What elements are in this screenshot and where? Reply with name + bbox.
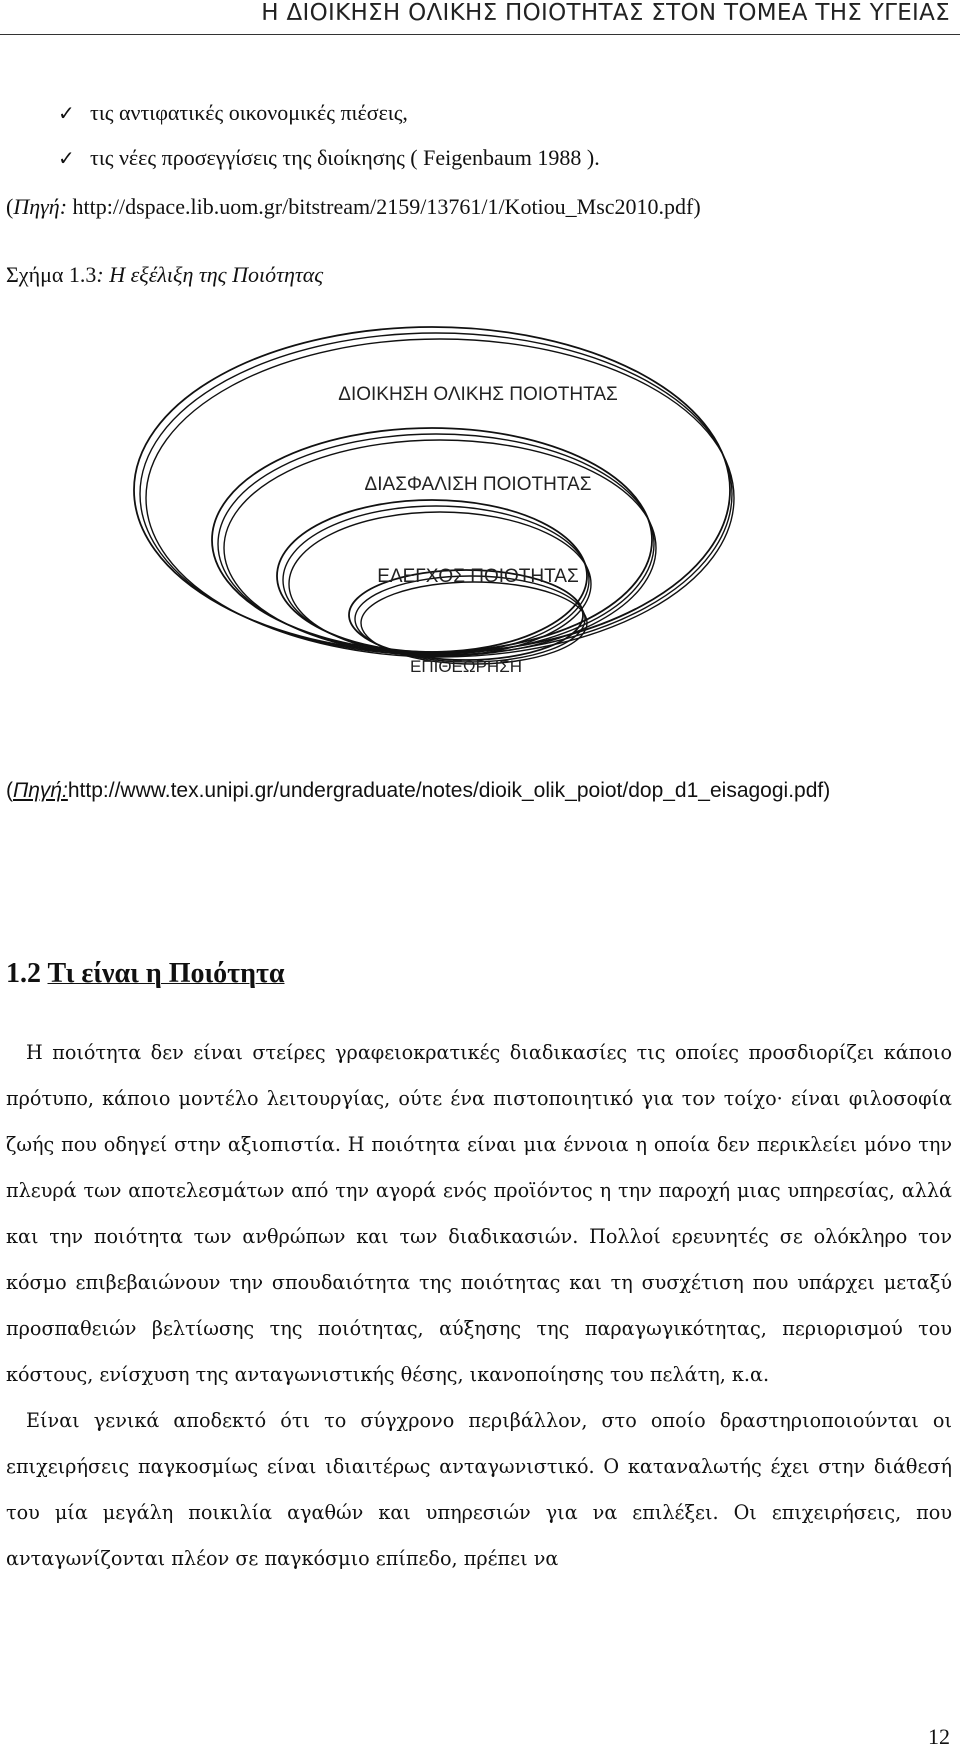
running-header: Η ΔΙΟΙΚΗΣΗ ΟΛΙΚΗΣ ΠΟΙΟΤΗΤΑΣ ΣΤΟΝ ΤΟΜΕΑ ΤΗΣ ΥΓΕΙΑΣ bbox=[261, 0, 950, 26]
source-citation: (Πηγή:http://www.tex.unipi.gr/undergraduate/notes/dioik_olik_poiot/dop_d1_eisagogi.pdf) bbox=[6, 779, 831, 802]
figure-caption bbox=[6, 262, 323, 288]
source-label: Πηγή: bbox=[13, 194, 68, 219]
source-url[interactable]: http://www.tex.unipi.gr/undergraduate/notes/dioik_olik_poiot/dop_d1_eisagogi.pdf) bbox=[67, 779, 831, 802]
ellipse-quality-assurance bbox=[212, 428, 656, 656]
level-label: ΕΛΕΓΧΟΣ ΠΟΙΟΤΗΤΑΣ bbox=[377, 566, 579, 587]
figure-title: : Η εξέλιξη της Ποιότητας bbox=[96, 262, 324, 287]
level-label: ΔΙΑΣΦΑΛΙΣΗ ΠΟΙΟΤΗΤΑΣ bbox=[364, 474, 592, 495]
level-label: ΔΙΟΙΚΗΣΗ ΟΛΙΚΗΣ ΠΟΙΟΤΗΤΑΣ bbox=[338, 384, 618, 405]
bullet-item bbox=[58, 145, 600, 171]
page-number: 12 bbox=[928, 1724, 950, 1749]
section-title: Τι είναι η Ποιότητα bbox=[47, 958, 285, 989]
section-heading bbox=[6, 958, 285, 990]
checkmark-icon: ✓ bbox=[58, 146, 75, 170]
source-label: Πηγή: bbox=[13, 779, 68, 802]
quality-evolution-diagram bbox=[0, 320, 960, 740]
paragraph: Είναι γενικά αποδεκτό ότι το σύγχρονο περιβάλλον, στο οποίο δραστηριοποιούνται οι επιχειρήσεις παγκοσμίως είναι ιδιαιτέρως ανταγωνιστικό. Ο καταναλωτής έχει στην διάθεσή του μία μεγάλη ποικιλία αγαθών και υπηρεσιών για να επιλέξει. Οι επιχειρήσεις, που ανταγωνίζονται πλέον σε παγκόσμιο επίπεδο, πρέπει να bbox=[6, 1409, 952, 1570]
section-number: 1.2 bbox=[6, 958, 48, 989]
header-divider bbox=[0, 34, 960, 35]
level-label: ΕΠΙΘΕΩΡΗΣΗ bbox=[409, 657, 523, 676]
bullet-text: τις αντιφατικές οικονομικές πιέσεις, bbox=[90, 100, 408, 125]
paragraph: Η ποιότητα δεν είναι στείρες γραφειοκρατικές διαδικασίες τις οποίες προσδιορίζει κάποιο πρότυπο, κάποιο μοντέλο λειτουργίας, ούτε ένα πιστοποιητικό για τον τοίχο· είναι φιλοσοφία ζωής που οδηγεί στην αξιοπιστία. Η ποιότητα είναι μια έννοια η οποία δεν περικλείει μόνο την πλευρά των αποτελεσμάτων από την αγορά ενός προϊόντος η την παροχή μιας υπηρεσίας, αλλά και την ποιότητα των ανθρώπων και των διαδικασιών. Πολλοί ερευνητές σε ολόκληρο τον κόσμο επιβεβαιώνουν την σπουδαιότητα της ποιότητας και τη συσχέτιση που υπάρχει μεταξύ προσπαθειών βελτίωσης της ποιότητας, αύξησης της παραγωγικότητας, περιορισμού του κόστους, ενίσχυση της ανταγωνιστικής θέσης, ικανοποίησης του πελάτη, κ.α. bbox=[6, 1041, 952, 1386]
bullet-text: τις νέες προσεγγίσεις της διοίκησης ( Feigenbaum 1988 ). bbox=[90, 145, 600, 170]
source-citation: (Πηγή: http://dspace.lib.uom.gr/bitstream/2159/13761/1/Kotiou_Msc2010.pdf) bbox=[6, 194, 701, 219]
checkmark-icon: ✓ bbox=[58, 101, 75, 125]
body-text bbox=[6, 1030, 952, 1582]
figure-label: Σχήμα 1.3 bbox=[6, 262, 97, 287]
source-url[interactable]: http://dspace.lib.uom.gr/bitstream/2159/13761/1/Kotiou_Msc2010.pdf) bbox=[67, 194, 701, 219]
bullet-item bbox=[58, 100, 408, 126]
